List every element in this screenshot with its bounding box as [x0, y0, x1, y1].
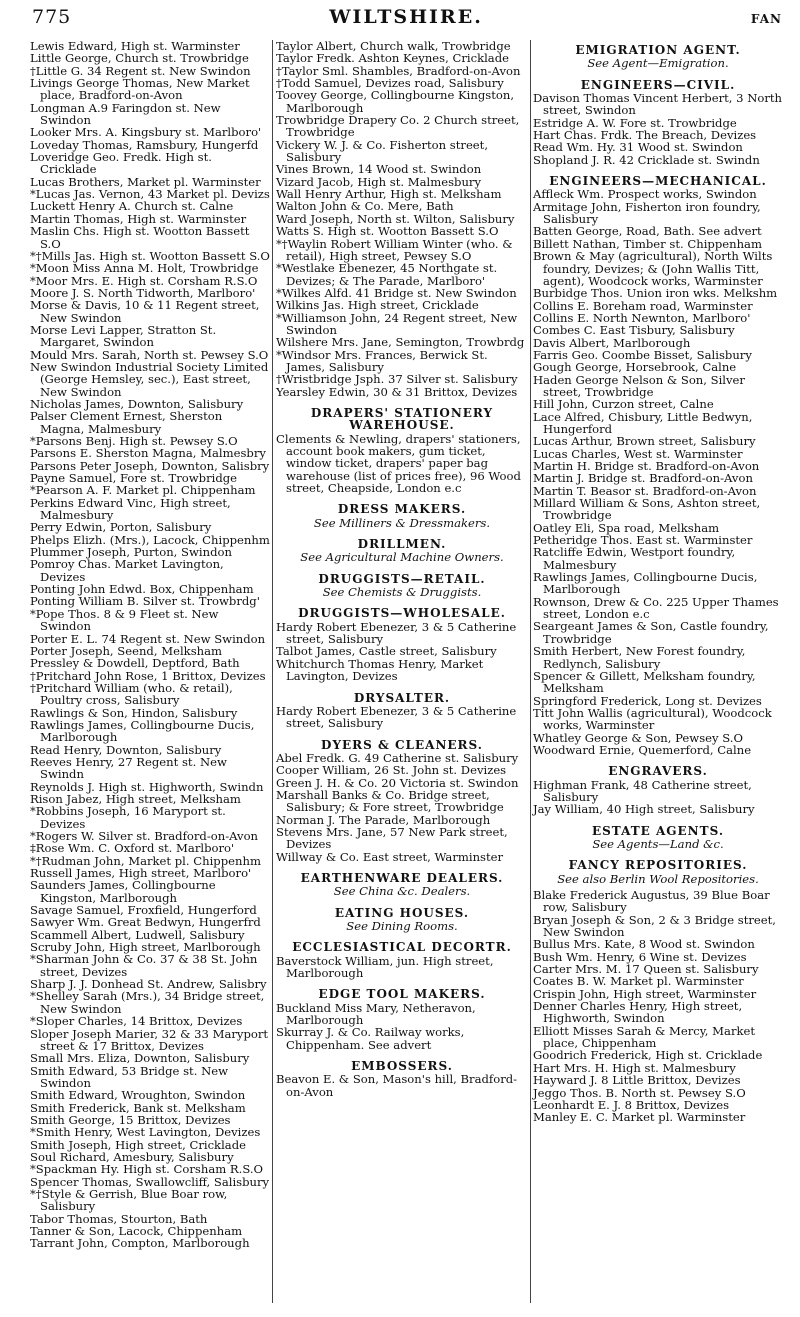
directory-entry: Manley E. C. Market pl. Warminster — [533, 1110, 746, 1125]
directory-entry: Wilshere Mrs. Jane, Semington, Trowbrdg — [276, 335, 525, 350]
directory-entry: Little George, Church st. Trowbridge — [30, 51, 249, 66]
directory-entry: Loveday Thomas, Ramsbury, Hungerfd — [30, 137, 259, 152]
directory-entry: Plummer Joseph, Purton, Swindon — [30, 545, 232, 560]
directory-entry: Bush Wm. Henry, 6 Wine st. Devizes — [533, 949, 747, 964]
section-heading: DRUGGISTS—RETAIL. — [318, 571, 486, 586]
directory-entry: *Westlake Ebenezer, 45 Northgate st. Devizes; & The Parade, Marlboro' — [276, 261, 498, 288]
directory-entry: Tanner & Son, Lacock, Chippenham — [30, 1224, 243, 1238]
directory-entry: Trowbridge Drapery Co. 2 Church street, Trowbridge — [276, 113, 520, 140]
directory-entry: Taylor Fredk. Ashton Keynes, Cricklade — [276, 51, 510, 66]
directory-entry: Vines Brown, 14 Wood st. Swindon — [276, 162, 482, 177]
directory-entry: Toovey George, Collingbourne Kingston, Marlborough — [276, 88, 515, 115]
section-heading: FANCY REPOSITORIES. — [568, 858, 748, 873]
directory-entry: Ponting John Edwd. Box, Chippenham — [30, 582, 254, 597]
directory-entry: *Wilkes Alfd. 41 Bridge st. New Swindon — [276, 285, 517, 300]
directory-entry: Reeves Henry, 27 Regent st. New Swindn — [30, 754, 227, 782]
county-title: WILTSHIRE. — [329, 6, 483, 28]
directory-entry: Wall Henry Arthur, High st. Melksham — [276, 187, 502, 202]
directory-entry: Armitage John, Fisherton iron foundry, Salisbury — [533, 199, 761, 227]
directory-entry: Watts S. High st. Wootton Bassett S.O — [276, 224, 499, 239]
directory-entry: *†Waylin Robert William Winter (who. & retail), High street, Pewsey S.O — [276, 236, 513, 263]
directory-entry: Read Wm. Hy. 31 Wood st. Swindon — [533, 140, 743, 155]
directory-entry: Scammell Albert, Ludwell, Salisbury — [30, 927, 245, 942]
directory-entry: Payne Samuel, Fore st. Trowbridge — [30, 471, 238, 486]
directory-entry: Leonhardt E. J. 8 Brittox, Devizes — [533, 1097, 730, 1112]
directory-entry: Hart Mrs. H. High st. Malmesbury — [533, 1060, 736, 1075]
directory-entry: Spencer & Gillett, Melksham foundry, Melksham — [533, 668, 756, 696]
column-3 — [533, 40, 783, 1124]
section-heading: EARTHENWARE DEALERS. — [300, 870, 504, 885]
directory-entry: Elliott Misses Sarah & Mercy, Market place, Chippenham — [533, 1023, 756, 1051]
directory-entry: *†Style & Gerrish, Blue Boar row, Salisbury — [30, 1186, 228, 1214]
section-heading: EMBOSSERS. — [351, 1059, 453, 1074]
directory-entry: Billett Nathan, Timber st. Chippenham — [533, 236, 762, 251]
directory-entry: *Lucas Jas. Vernon, 43 Market pl. Devizs — [30, 187, 270, 202]
directory-entry: Livings George Thomas, New Market place, Bradford-on-Avon — [30, 76, 250, 103]
directory-entry: Denner Charles Henry, High street, Highworth, Swindon — [533, 999, 743, 1026]
directory-entry: Porter Joseph, Seend, Melksham — [30, 643, 223, 658]
page-number: 775 — [32, 6, 72, 28]
directory-entry: Oatley Eli, Spa road, Melksham — [533, 520, 720, 535]
directory-entry: Talbot James, Castle street, Salisbury — [276, 644, 497, 659]
section-heading: ESTATE AGENTS. — [591, 823, 724, 838]
directory-entry: Collins E. Boreham road, Warminster — [533, 298, 753, 313]
section-heading: DRILLMEN. — [357, 537, 447, 552]
directory-entry: Longman A.9 Faringdon st. New Swindon — [30, 100, 221, 128]
directory-entry: Jeggo Thos. B. North st. Pewsey S.O — [533, 1085, 746, 1100]
cross-reference: See Agricultural Machine Owners. — [300, 550, 504, 565]
directory-entry: Sloper Joseph Marier, 32 & 33 Maryport street & 17 Brittox, Devizes — [30, 1026, 269, 1053]
directory-entry: Titt John Wallis (agricultural), Woodcock works, Warminster — [533, 705, 772, 733]
directory-entry: Nicholas James, Downton, Salisbury — [30, 396, 244, 411]
directory-entry: *Windsor Mrs. Frances, Berwick St. James, Salisbury — [276, 347, 488, 374]
running-head: FAN — [750, 12, 782, 26]
directory-entry: Rawlings James, Collingbourne Ducis, Marlborough — [533, 570, 758, 597]
directory-entry: *Sloper Charles, 14 Brittox, Devizes — [30, 1014, 243, 1029]
directory-entry: Seargeant James & Son, Castle foundry, Trowbridge — [533, 619, 769, 646]
directory-entry: Lucas Arthur, Brown street, Salisbury — [533, 434, 756, 449]
directory-entry: Green J. H. & Co. 20 Victoria st. Swindon — [276, 775, 519, 790]
directory-entry: Reynolds J. High st. Highworth, Swindn — [30, 779, 264, 794]
cross-reference: See Agent—Emigration. — [587, 56, 729, 71]
directory-entry: Goodrich Frederick, High st. Cricklade — [533, 1048, 763, 1063]
directory-entry: Rownson, Drew & Co. 225 Upper Thames street, London e.c — [533, 594, 779, 622]
directory-entry: Walton John & Co. Mere, Bath — [276, 199, 454, 214]
directory-entry: Martin Thomas, High st. Warminster — [30, 211, 247, 226]
directory-entry: Burbidge Thos. Union iron wks. Melkshm — [533, 286, 778, 301]
directory-entry: Rawlings James, Collingbourne Ducis, Marlborough — [30, 717, 255, 745]
directory-entry: *Pope Thos. 8 & 9 Fleet st. New Swindon — [30, 606, 219, 634]
directory-entry: Palser Clement Ernest, Sherston Magna, Malmesbury — [30, 409, 223, 436]
directory-entry: Coates B. W. Market pl. Warminster — [533, 974, 744, 989]
section-heading: ENGINEERS—MECHANICAL. — [549, 174, 767, 189]
directory-entry: Soul Richard, Amesbury, Salisbury — [30, 1149, 234, 1164]
directory-entry: Cooper William, 26 St. John st. Devizes — [276, 763, 507, 778]
directory-entry: Looker Mrs. A. Kingsbury st. Marlboro' — [30, 125, 262, 140]
directory-entry: Smith Edward, Wroughton, Swindon — [30, 1088, 246, 1103]
directory-entry: Highman Frank, 48 Catherine street, Salisbury — [533, 777, 752, 804]
directory-entry: Parsons E. Sherston Magna, Malmesbry — [30, 446, 266, 461]
cross-reference: See China &c. Dealers. — [333, 884, 471, 899]
directory-entry: Martin J. Bridge st. Bradford-on-Avon — [533, 471, 753, 486]
directory-entry: Parsons Peter Joseph, Downton, Salisbry — [30, 458, 270, 473]
directory-entry: *Spackman Hy. High st. Corsham R.S.O — [30, 1162, 264, 1177]
directory-entry: Morse Levi Lapper, Stratton St. Margaret, Swindon — [30, 322, 217, 350]
column-2 — [276, 40, 528, 1098]
directory-entry: Affleck Wm. Prospect works, Swindon — [533, 187, 757, 202]
directory-entry: Baverstock William, jun. High street, Marlborough — [276, 953, 494, 981]
directory-entry: Petheridge Thos. East st. Warminster — [533, 533, 753, 548]
column-1 — [30, 40, 270, 1250]
directory-entry: Beavon E. & Son, Mason's hill, Bradford-on-Avon — [276, 1072, 518, 1099]
directory-entry: New Swindon Industrial Society Limited (George Hemsley, sec.), East street, New Swindon — [30, 359, 269, 399]
directory-entry: Pressley & Dowdell, Deptford, Bath — [30, 656, 240, 671]
directory-entry: Tarrant John, Compton, Marlborough — [30, 1236, 250, 1251]
section-heading: ENGRAVERS. — [608, 764, 708, 779]
directory-entry: Spencer Thomas, Swallowcliff, Salisbury — [30, 1174, 270, 1189]
directory-entry: Whatley George & Son, Pewsey S.O — [533, 730, 743, 745]
directory-entry: *Robbins Joseph, 16 Maryport st. Devizes — [30, 804, 226, 831]
directory-entry: Hardy Robert Ebenezer, 3 & 5 Catherine street, Salisbury — [276, 703, 517, 731]
section-heading: DYERS & CLEANERS. — [321, 737, 483, 752]
cross-reference: See Chemists & Druggists. — [322, 585, 482, 600]
directory-entry: Jay William, 40 High street, Salisbury — [533, 802, 755, 817]
directory-entry: Brown & May (agricultural), North Wilts foundry, Devizes; & (John Wallis Titt, agent), Woodcock works, Warminster — [533, 249, 773, 288]
section-heading: DRAPERS' STATIONERY WAREHOUSE. — [310, 405, 494, 433]
cross-reference: See Dining Rooms. — [346, 919, 458, 933]
directory-entry: Mould Mrs. Sarah, North st. Pewsey S.O — [30, 347, 269, 362]
directory-entry: Lace Alfred, Chisbury, Little Bedwyn, Hungerford — [533, 409, 753, 436]
directory-entry: Smith George, 15 Brittox, Devizes — [30, 1112, 231, 1127]
directory-entry: Willway & Co. East street, Warminster — [276, 849, 504, 864]
directory-entry: Pomroy Chas. Market Lavington, Devizes — [30, 557, 224, 584]
directory-entry: †Taylor Sml. Shambles, Bradford-on-Avon — [276, 63, 521, 78]
directory-entry: Estridge A. W. Fore st. Trowbridge — [533, 115, 737, 130]
directory-entry: Small Mrs. Eliza, Downton, Salisbury — [30, 1051, 250, 1066]
directory-entry: Russell James, High street, Marlboro' — [30, 866, 252, 881]
directory-entry: Phelps Elizh. (Mrs.), Lacock, Chippenhm — [30, 532, 270, 547]
directory-entry: Buckland Miss Mary, Netheravon, Marlborough — [276, 1000, 476, 1028]
directory-entry: Martin T. Beasor st. Bradford-on-Avon — [533, 483, 757, 498]
column-rule — [530, 40, 531, 1303]
cross-reference: See Milliners & Dressmakers. — [313, 515, 491, 530]
directory-entry: Smith Frederick, Bank st. Melksham — [30, 1100, 246, 1115]
directory-entry: Collins E. North Newnton, Marlboro' — [533, 310, 751, 325]
directory-entry: Woodward Ernie, Quemerford, Calne — [533, 742, 752, 757]
directory-entry: *†Rudman John, Market pl. Chippenhm — [30, 853, 261, 868]
directory-entry: Farris Geo. Coombe Bisset, Salisbury — [533, 347, 752, 362]
directory-entry: Vizard Jacob, High st. Malmesbury — [276, 174, 482, 189]
directory-entry: *Parsons Benj. High st. Pewsey S.O — [30, 434, 238, 448]
section-heading: ENGINEERS—CIVIL. — [580, 77, 736, 92]
directory-entry: Saunders James, Collingbourne Kingston, Marlborough — [30, 878, 216, 905]
directory-entry: †Pritchard John Rose, 1 Brittox, Devizes — [30, 668, 266, 683]
directory-entry: †Wristbridge Jsph. 37 Silver st. Salisbury — [276, 372, 518, 387]
directory-entry: *Pearson A. F. Market pl. Chippenham — [30, 483, 256, 498]
directory-entry: Batten George, Road, Bath. See advert — [533, 224, 762, 239]
directory-entry: Bullus Mrs. Kate, 8 Wood st. Swindon — [533, 937, 755, 952]
directory-entry: *Smith Henry, West Lavington, Devizes — [30, 1125, 261, 1140]
column-rule — [272, 40, 273, 1303]
directory-entry: Sharp J. J. Donhead St. Andrew, Salisbry — [30, 977, 267, 992]
directory-entry: Stevens Mrs. Jane, 57 New Park street, Devizes — [276, 824, 508, 852]
directory-entry: Morse & Davis, 10 & 11 Regent street, New Swindon — [30, 298, 260, 325]
directory-entry: Ratcliffe Edwin, Westport foundry, Malmesbury — [533, 545, 736, 572]
section-heading: DRESS MAKERS. — [337, 502, 467, 517]
directory-entry: *Moon Miss Anna M. Holt, Trowbridge — [30, 261, 259, 276]
directory-entry: Porter E. L. 74 Regent st. New Swindon — [30, 631, 266, 646]
directory-entry: Hill John, Curzon street, Calne — [533, 397, 714, 412]
directory-entry: Luckett Henry A. Church st. Calne — [30, 199, 234, 214]
section-heading: EMIGRATION AGENT. — [575, 43, 741, 57]
directory-entry: Taylor Albert, Church walk, Trowbridge — [276, 39, 511, 53]
directory-entry: Blake Frederick Augustus, 39 Blue Boar row, Salisbury — [533, 888, 770, 915]
directory-entry: Skurray J. & Co. Railway works, Chippenham. See advert — [276, 1025, 465, 1052]
directory-entry: Abel Fredk. G. 49 Catherine st. Salisbury — [276, 750, 519, 765]
directory-entry: Tabor Thomas, Stourton, Bath — [30, 1211, 208, 1226]
directory-entry: †Pritchard William (who. & retail), Poultry cross, Salisbury — [30, 680, 233, 708]
directory-entry: Hart Chas. Frdk. The Breach, Devizes — [533, 128, 757, 143]
directory-entry: *Rogers W. Silver st. Bradford-on-Avon — [30, 829, 259, 843]
directory-entry: Shopland J. R. 42 Cricklade st. Swindn — [533, 152, 760, 167]
directory-entry: Davison Thomas Vincent Herbert, 3 North street, Swindon — [533, 91, 782, 118]
directory-entry: Lucas Charles, West st. Warminster — [533, 446, 743, 461]
directory-entry: Davis Albert, Marlborough — [533, 335, 691, 350]
cross-reference: See also Berlin Wool Repositories. — [557, 871, 759, 886]
directory-entry: Read Henry, Downton, Salisbury — [30, 742, 222, 757]
directory-entry: Smith Herbert, New Forest foundry, Redlynch, Salisbury — [533, 644, 746, 671]
directory-entry: *Shelley Sarah (Mrs.), 34 Bridge street, New Swindon — [30, 989, 265, 1016]
directory-entry: Ponting William B. Silver st. Trowbrdg' — [30, 594, 260, 609]
directory-entry: Carter Mrs. M. 17 Queen st. Salisbury — [533, 962, 759, 977]
directory-entry: Moore J. S. North Tidworth, Marlboro' — [30, 285, 256, 300]
directory-entry: Haden George Nelson & Son, Silver street, Trowbridge — [533, 372, 745, 399]
directory-entry: Yearsley Edwin, 30 & 31 Brittox, Devizes — [276, 384, 518, 399]
directory-entry: Hardy Robert Ebenezer, 3 & 5 Catherine street, Salisbury — [276, 619, 517, 647]
directory-entry: Ward Joseph, North st. Wilton, Salisbury — [276, 211, 515, 226]
directory-entry: Combes C. East Tisbury, Salisbury — [533, 323, 735, 338]
directory-entry: Smith Joseph, High street, Cricklade — [30, 1137, 246, 1152]
directory-entry: Lewis Edward, High st. Warminster — [30, 39, 240, 53]
directory-entry: Wilkins Jas. High street, Cricklade — [276, 298, 479, 313]
directory-entry: Perry Edwin, Porton, Salisbury — [30, 520, 212, 535]
directory-entry: Marshall Banks & Co. Bridge street, Salisbury; & Fore street, Trowbridge — [276, 787, 504, 815]
directory-entry: Perkins Edward Vinc, High street, Malmesbury — [30, 495, 231, 523]
directory-entry: Clements & Newling, drapers' stationers, account book makers, gum ticket, window ticket, drapers' paper bag warehouse (list of prices free), 96 Wood street, Cheapside, London e.c — [276, 431, 521, 496]
directory-entry: Scruby John, High street, Marlborough — [30, 940, 261, 955]
section-heading: ECCLESIASTICAL DECORTR. — [292, 940, 512, 955]
directory-entry: Whitchurch Thomas Henry, Market Lavington, Devizes — [276, 656, 484, 684]
directory-entry: Smith Edward, 53 Bridge st. New Swindon — [30, 1063, 229, 1090]
directory-entry: *†Mills Jas. High st. Wootton Bassett S.O — [30, 248, 270, 263]
directory-entry: †Todd Samuel, Devizes road, Salisbury — [276, 76, 504, 91]
directory-entry: Hayward J. 8 Little Brittox, Devizes — [533, 1073, 741, 1088]
section-heading: DRUGGISTS—WHOLESALE. — [298, 606, 506, 621]
directory-entry: Springford Frederick, Long st. Devizes — [533, 693, 762, 708]
directory-entry: *Sharman John & Co. 37 & 38 St. John street, Devizes — [30, 952, 258, 979]
directory-entry: Savage Samuel, Froxfield, Hungerford — [30, 903, 257, 918]
directory-entry: Rison Jabez, High street, Melksham — [30, 791, 241, 806]
section-heading: EATING HOUSES. — [334, 905, 470, 920]
directory-entry: ‡Rose Wm. C. Oxford st. Marlboro' — [30, 841, 235, 856]
directory-entry: Norman J. The Parade, Marlborough — [276, 812, 491, 827]
cross-reference: See Agents—Land &c. — [592, 836, 724, 851]
directory-entry: Martin H. Bridge st. Bradford-on-Avon — [533, 459, 760, 473]
directory-entry: Crispin John, High street, Warminster — [533, 986, 757, 1001]
directory-entry: Bryan Joseph & Son, 2 & 3 Bridge street, New Swindon — [533, 912, 776, 940]
directory-entry: *Williamson John, 24 Regent street, New Swindon — [276, 310, 518, 337]
directory-entry: Millard William & Sons, Ashton street, Trowbridge — [533, 496, 761, 523]
directory-entry: †Little G. 34 Regent st. New Swindon — [30, 63, 251, 78]
directory-entry: Sawyer Wm. Great Bedwyn, Hungerfrd — [30, 915, 261, 930]
directory-entry: Lucas Brothers, Market pl. Warminster — [30, 174, 261, 189]
directory-entry: Maslin Chs. High st. Wootton Bassett S.O — [30, 224, 250, 251]
directory-entry: Rawlings & Son, Hindon, Salisbury — [30, 705, 238, 720]
section-heading: EDGE TOOL MAKERS. — [318, 987, 486, 1002]
page-header — [30, 4, 782, 32]
directory-entry: Vickery W. J. & Co. Fisherton street, Salisbury — [276, 137, 489, 165]
section-heading: DRYSALTER. — [353, 690, 451, 705]
directory-entry: *Moor Mrs. E. High st. Corsham R.S.O — [30, 273, 258, 288]
directory-entry: Gough George, Horsebrook, Calne — [533, 360, 737, 375]
directory-entry: Loveridge Geo. Fredk. High st. Cricklade — [30, 150, 212, 177]
